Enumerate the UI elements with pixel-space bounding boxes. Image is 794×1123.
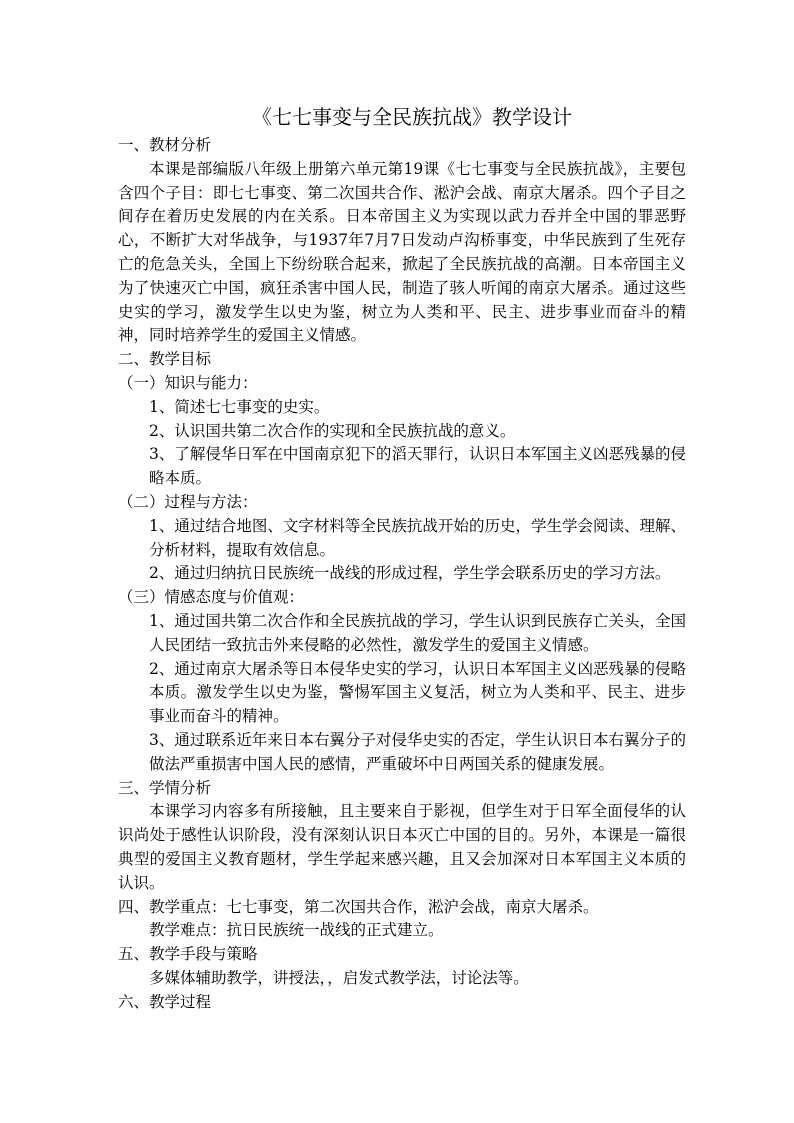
list-item: 2、认识国共第二次合作的实现和全民族抗战的意义。	[149, 421, 516, 440]
document-title: 《七七事变与全民族抗战》教学设计	[252, 105, 572, 129]
list-item: 1、通过国共第二次合作和全民族抗战的学习，学生认识到民族存亡关头，全国人民团结一致抗击外来侵略的必然性，激发学生的爱国主义情感。	[149, 611, 686, 654]
section-5-paragraph: 多媒体辅助教学，讲授法，，启发式教学法，讨论法等。	[149, 968, 529, 987]
subsection-heading-knowledge: （一）知识与能力：	[118, 373, 258, 392]
section-heading-2: 二、教学目标	[118, 350, 212, 369]
list-item: 2、通过归纳抗日民族统一战线的形成过程，学生学会联系历史的学习方法。	[149, 564, 671, 583]
section-heading-5: 五、教学手段与策略	[118, 945, 258, 964]
list-item: 3、了解侵华日军在中国南京犯下的滔天罪行，认识日本军国主义凶恶残暴的侵略本质。	[149, 445, 686, 488]
section-3-paragraph: 本课学习内容多有所接触，且主要来自于影视，但学生对于日军全面侵华的认识尚处于感性认识阶段，没有深刻认识日本灭亡中国的目的。另外，本课是一篇很典型的爱国主义教育题材，学生学起来感兴趣，且又会加深对日本军国主义本质的认识。	[118, 802, 686, 892]
section-heading-4: 四、教学重点：七七事变，第二次国共合作，淞沪会战，南京大屠杀。	[118, 897, 599, 916]
list-item: 2、通过南京大屠杀等日本侵华史实的学习，认识日本军国主义凶恶残暴的侵略本质。激发学生以史为鉴，警惕军国主义复活，树立为人类和平、民主、进步事业而奋斗的精神。	[149, 659, 686, 726]
teaching-difficulty: 教学难点：抗日民族统一战线的正式建立。	[149, 921, 444, 940]
list-item: 1、简述七七事变的史实。	[149, 397, 330, 416]
subsection-heading-process: （二）过程与方法：	[118, 492, 258, 511]
section-heading-3: 三、学情分析	[118, 778, 212, 797]
section-heading-6: 六、教学过程	[118, 992, 212, 1011]
document-page	[118, 103, 686, 1014]
list-item: 3、通过联系近年来日本右翼分子对侵华史实的否定，学生认识日本右翼分子的做法严重损害中国人民的感情，严重破坏中日两国关系的健康发展。	[149, 730, 686, 773]
list-item: 1、通过结合地图、文字材料等全民族抗战开始的历史，学生学会阅读、理解、分析材料，提取有效信息。	[149, 516, 686, 559]
subsection-heading-values: （三）情感态度与价值观：	[118, 588, 305, 607]
section-heading-1: 一、教材分析	[118, 136, 212, 154]
section-1-paragraph: 本课是部编版八年级上册第六单元第19课《七七事变与全民族抗战》，主要包含四个子目：即七七事变、第二次国共合作、淞沪会战、南京大屠杀。四个子目之间存在着历史发展的内在关系。日本帝国主义为实现以武力吞并全中国的罪恶野心，不断扩大对华战争，与1937年7月7日发动卢沟桥事变，中华民族到了生死存亡的危急关头，全国上下纷纷联合起来，掀起了全民族抗战的高潮。日本帝国主义为了快速灭亡中国，疯狂杀害中国人民，制造了骇人听闻的南京大屠杀。通过这些史实的学习，激发学生以史为鉴，树立为人类和平、民主、进步事业而奋斗的精神，同时培养学生的爱国主义情感。	[118, 159, 686, 345]
